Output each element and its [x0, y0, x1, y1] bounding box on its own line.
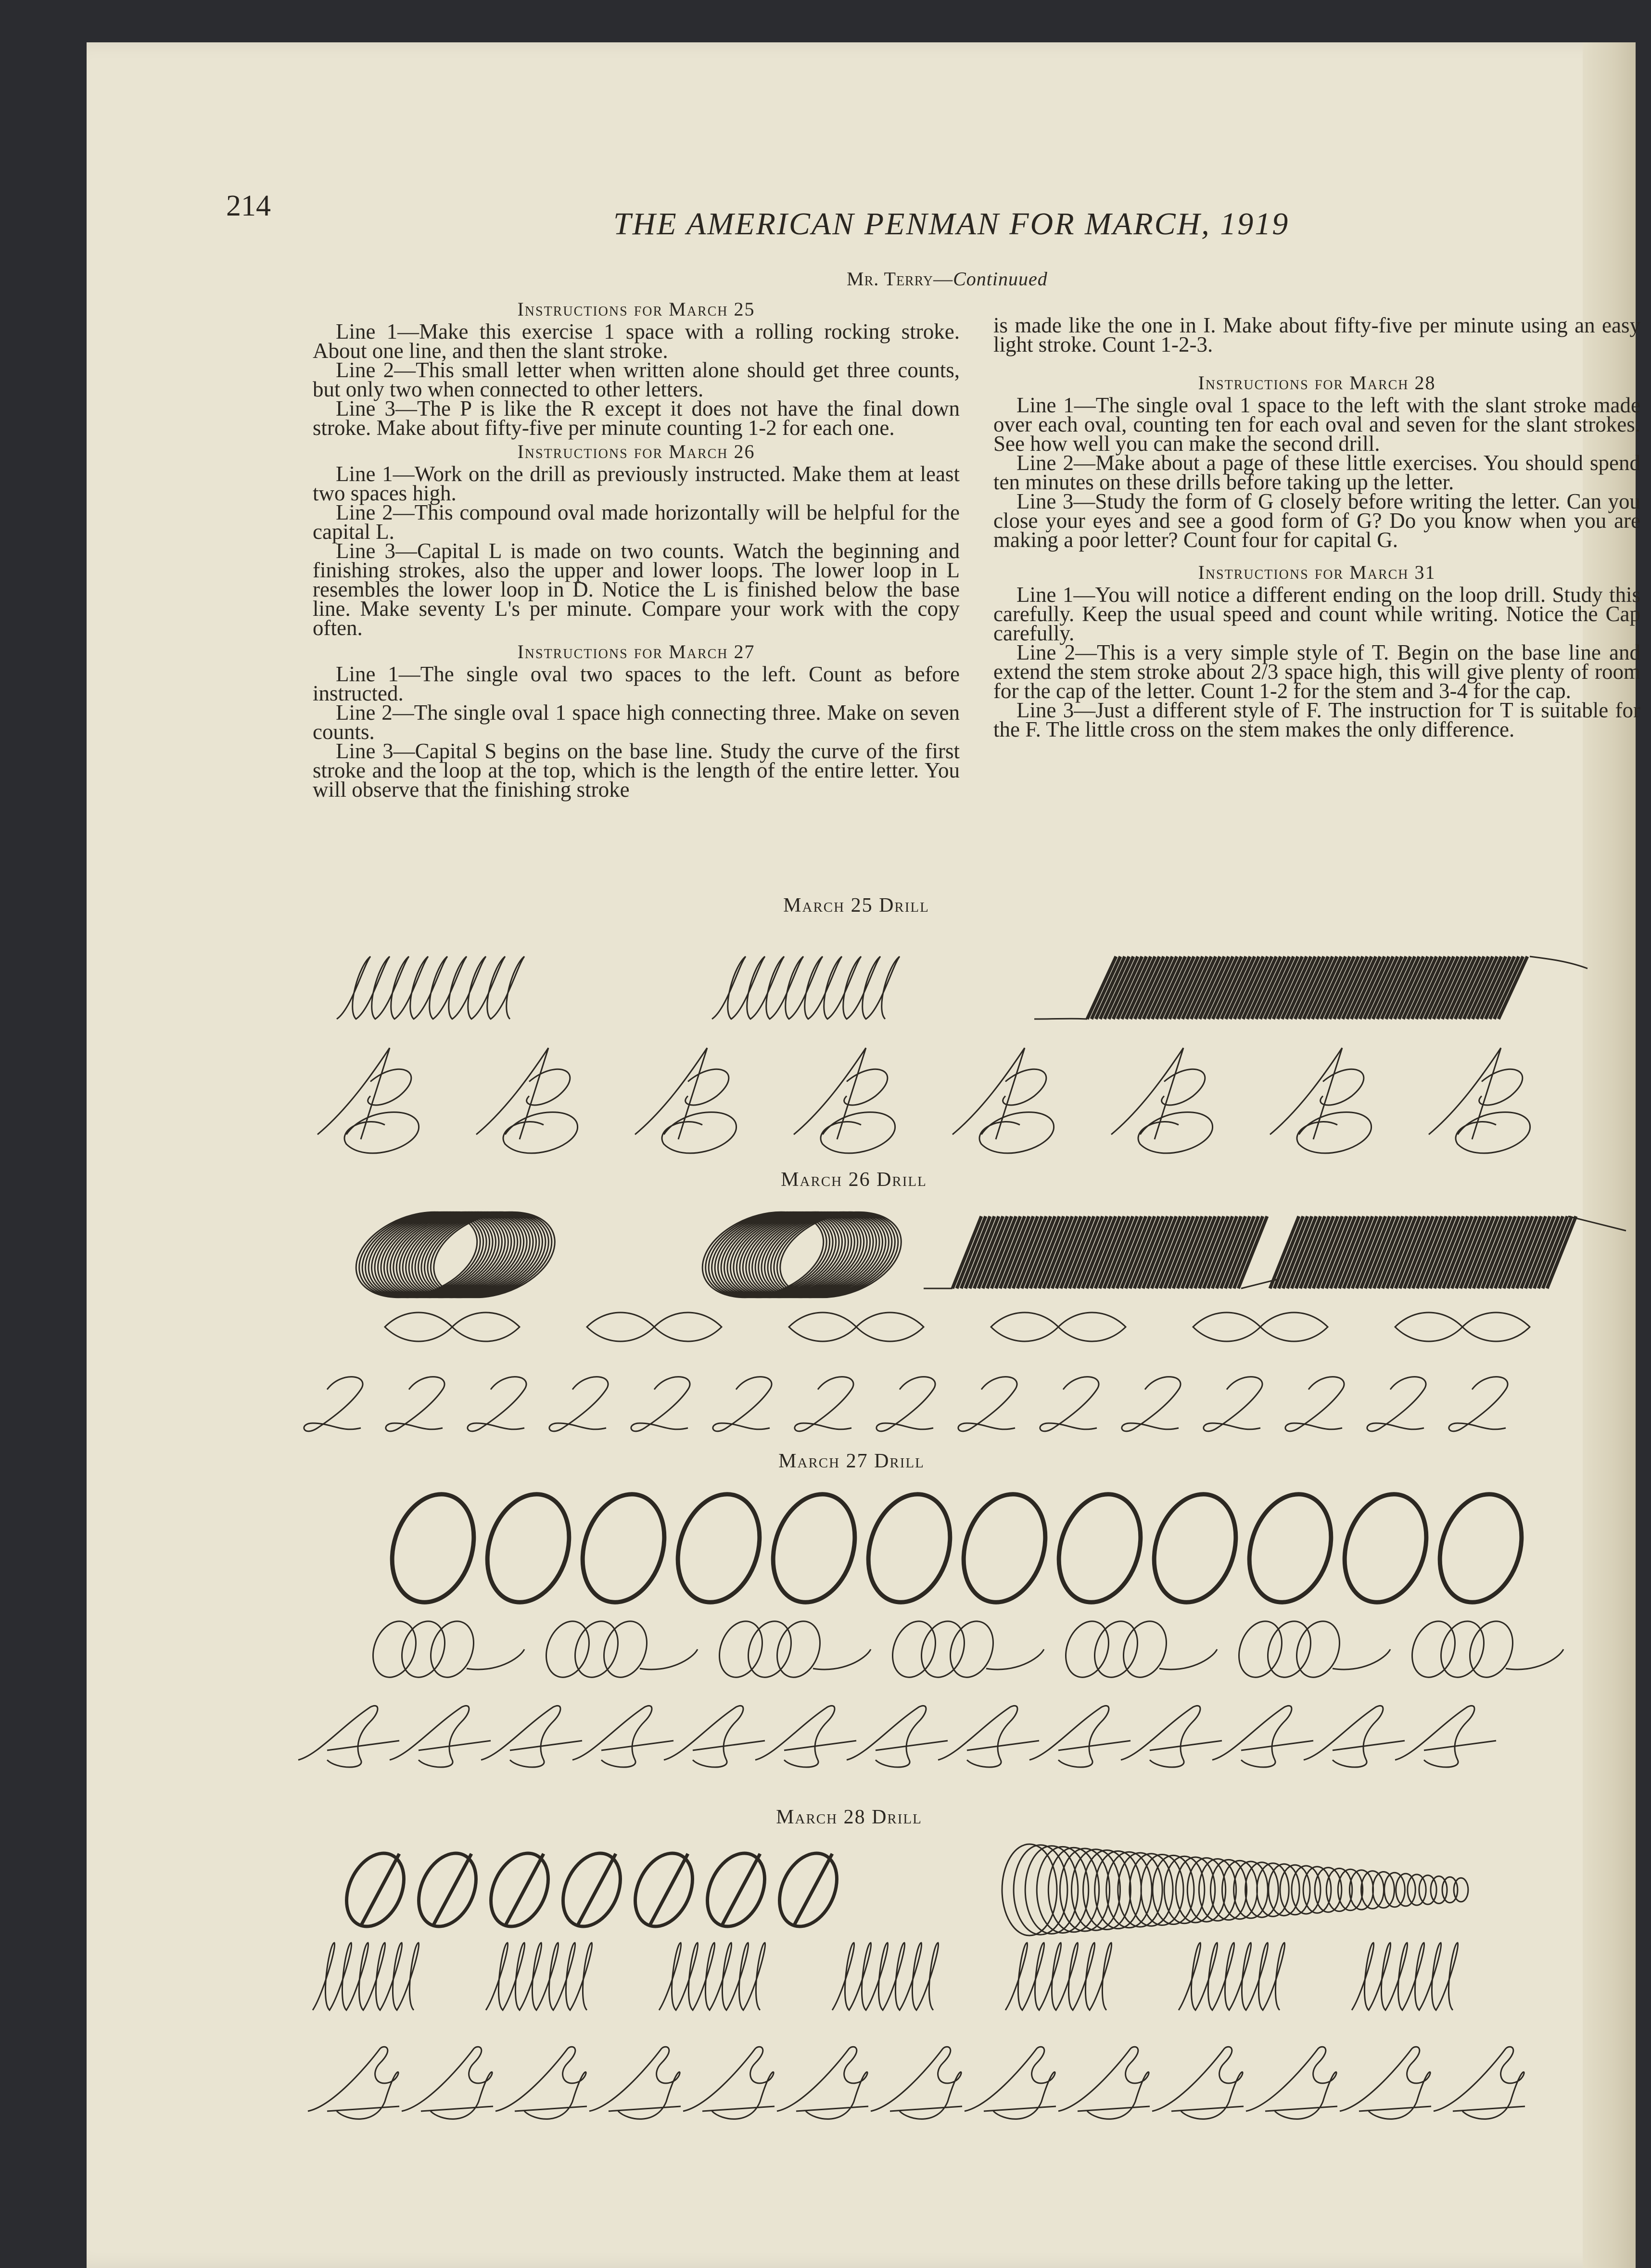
- capital-g: [589, 2047, 681, 2119]
- slant-stroke: [722, 1854, 760, 1926]
- connected-oval: [423, 1615, 481, 1683]
- oval-with-slant: [479, 1843, 561, 1937]
- connected-oval: [1462, 1615, 1520, 1683]
- capital-g: [777, 2047, 868, 2119]
- capital-l: [1449, 1377, 1508, 1431]
- capital-g: [1058, 2047, 1150, 2119]
- connected-oval: [914, 1615, 972, 1683]
- single-oval: [1142, 1484, 1249, 1612]
- capital-l: [1367, 1377, 1426, 1431]
- capital-g: [1340, 2047, 1431, 2119]
- letter-p-group: [318, 1048, 419, 1153]
- continued-label: Continuued: [953, 268, 1048, 290]
- connected-oval: [1289, 1615, 1347, 1683]
- capital-g: [1434, 2047, 1525, 2119]
- capital-l: [1204, 1377, 1262, 1431]
- letter-p-group: [1111, 1048, 1213, 1153]
- paragraph: Line 1—You will notice a different ending on the loop drill. Study this carefully. Keep the usual speed and count while writing. Notice the Cap carefully.: [993, 583, 1640, 645]
- single-oval: [1332, 1484, 1439, 1612]
- march-25-p-letter-drill: [318, 1038, 1592, 1163]
- capital-g: [402, 2047, 493, 2119]
- oval-with-slant: [767, 1843, 850, 1937]
- letter-p-group: [1270, 1048, 1372, 1153]
- slant-stroke: [794, 1854, 832, 1926]
- capital-s: [1121, 1706, 1222, 1767]
- letter-p-group: [1429, 1048, 1530, 1153]
- oval-with-slant: [334, 1843, 417, 1937]
- paragraph: Line 3—The P is like the R except it does not have the final down stroke. Make about fifty-five per minute counting 1-2 for each one.: [313, 396, 960, 440]
- connected-oval: [1058, 1615, 1116, 1683]
- single-oval: [1333, 1485, 1438, 1611]
- right-column: [993, 313, 1640, 741]
- section-heading: Instructions for March 27: [517, 641, 755, 663]
- connected-oval: [885, 1615, 943, 1683]
- slant-stroke-block: [1087, 956, 1527, 1019]
- section-heading: Instructions for March 28: [1198, 372, 1436, 394]
- slant-stroke: [433, 1854, 471, 1926]
- capital-g: [1246, 2047, 1337, 2119]
- capital-l: [1122, 1377, 1181, 1431]
- capital-s: [847, 1706, 948, 1767]
- capital-l: [876, 1377, 935, 1431]
- capital-s: [1212, 1706, 1313, 1767]
- capital-s: [390, 1706, 491, 1767]
- paragraph: Line 3—Just a different style of F. The instruction for T is suitable for the F. The little cross on the stem makes the only difference.: [993, 698, 1640, 741]
- paragraph: Line 3—Study the form of G closely before writing the letter. Can you close your eyes and see a good form of G? Do you know when you are making a poor letter? Count four for capital G.: [993, 489, 1640, 552]
- capital-s: [755, 1706, 856, 1767]
- paragraph: Line 2—This is a very simple style of T. Begin on the base line and extend the stem stroke about 2/3 space high, this will give plenty of room for the cap of the letter. Count 1-2 for the stem and 3-4 for the cap.: [993, 640, 1640, 703]
- connected-oval: [741, 1615, 799, 1683]
- push-pull-stroke: [337, 956, 524, 1019]
- paragraph: Line 3—Capital S begins on the base line. Study the curve of the first stroke and the loop at the top, which is the length of the entire letter. You will observe that the finishing stroke: [313, 739, 960, 802]
- connected-oval: [394, 1615, 452, 1683]
- oval-cluster: [356, 1212, 555, 1297]
- single-oval: [475, 1484, 582, 1612]
- author-name: Mr. Terry—: [847, 268, 953, 290]
- connected-oval: [568, 1615, 625, 1683]
- capital-s: [1029, 1706, 1130, 1767]
- capital-l: [958, 1377, 1017, 1431]
- drill-title-march-27: March 27 Drill: [778, 1450, 925, 1472]
- letter-p-group: [794, 1048, 895, 1153]
- connector-stroke: [467, 1649, 524, 1669]
- capital-g: [683, 2047, 775, 2119]
- slant-stroke: [649, 1854, 688, 1926]
- letter-p-group: [635, 1048, 737, 1153]
- drill-title-march-26: March 26 Drill: [781, 1169, 927, 1191]
- single-oval: [762, 1485, 866, 1611]
- left-column: [313, 295, 960, 802]
- connected-oval: [539, 1615, 597, 1683]
- capital-s: [481, 1706, 582, 1767]
- oval-with-slant: [551, 1843, 633, 1937]
- single-oval: [1428, 1485, 1533, 1611]
- single-oval: [1046, 1484, 1154, 1612]
- running-oval-drill: [1002, 1844, 1468, 1936]
- march-27-connected-oval-drill: [375, 1616, 1602, 1688]
- march-26-compound-oval-drill: [346, 1303, 1549, 1351]
- capital-l: [386, 1377, 444, 1431]
- single-oval: [476, 1485, 581, 1611]
- single-oval: [571, 1485, 676, 1611]
- single-oval: [380, 1484, 487, 1612]
- capital-l: [795, 1377, 853, 1431]
- loop-drill: [486, 1943, 592, 2010]
- capital-s: [572, 1706, 673, 1767]
- drill-title-march-28: March 28 Drill: [776, 1806, 922, 1828]
- march-26-capital-l-drill: [298, 1370, 1549, 1442]
- connected-oval: [366, 1615, 423, 1683]
- capital-s: [1395, 1706, 1496, 1767]
- connected-oval: [1087, 1615, 1145, 1683]
- single-oval: [1427, 1484, 1535, 1612]
- letter-p-group: [476, 1048, 578, 1153]
- compound-oval: [1193, 1312, 1328, 1341]
- section-heading: Instructions for March 25: [517, 298, 755, 320]
- loop-drill: [1179, 1943, 1285, 2010]
- single-oval: [1237, 1484, 1344, 1612]
- connected-oval: [597, 1615, 654, 1683]
- single-oval: [570, 1484, 677, 1612]
- single-oval: [857, 1485, 962, 1611]
- single-oval: [951, 1484, 1058, 1612]
- compound-oval: [789, 1312, 924, 1341]
- compound-oval: [991, 1312, 1126, 1341]
- march-28-capital-g-drill: [308, 2039, 1559, 2126]
- capital-g: [871, 2047, 962, 2119]
- connector-stroke: [1159, 1649, 1217, 1669]
- paragraph: Line 3—Capital L is made on two counts. Watch the beginning and finishing strokes, also the upper and lower loops. The lower loop in L resembles the lower loop in D. Notice the L is finished below the base line. Make seventy L's per minute. Compare your work with the copy often.: [313, 539, 960, 640]
- connected-oval: [1232, 1615, 1289, 1683]
- paragraph: Line 2—This compound oval made horizontally will be helpful for the capital L.: [313, 500, 960, 544]
- continued-line: [847, 268, 1048, 290]
- capital-l: [631, 1377, 690, 1431]
- letter-p-group: [952, 1048, 1054, 1153]
- oval-with-slant: [695, 1843, 777, 1937]
- single-oval: [856, 1484, 963, 1612]
- slant-stroke: [361, 1854, 399, 1926]
- single-oval: [665, 1484, 773, 1612]
- loop-drill: [659, 1943, 765, 2010]
- single-oval: [1238, 1485, 1343, 1611]
- loop-drill: [1005, 1943, 1112, 2010]
- single-oval: [1047, 1485, 1152, 1611]
- section-heading: Instructions for March 31: [1198, 561, 1436, 583]
- capital-g: [1152, 2047, 1244, 2119]
- oval-with-slant: [406, 1843, 489, 1937]
- loop-drill: [313, 1943, 419, 2010]
- connector-stroke: [1506, 1649, 1563, 1669]
- connector-stroke: [1333, 1649, 1390, 1669]
- connected-oval: [1260, 1615, 1318, 1683]
- connector-stroke: [813, 1649, 871, 1669]
- push-pull-stroke: [712, 956, 900, 1019]
- page-number: 214: [226, 190, 271, 222]
- capital-s: [938, 1706, 1039, 1767]
- capital-l: [549, 1377, 608, 1431]
- single-oval: [666, 1485, 771, 1611]
- capital-l: [304, 1377, 363, 1431]
- march-28-loop-drill: [313, 1933, 1563, 2020]
- capital-l: [1040, 1377, 1099, 1431]
- paragraph: is made like the one in I. Make about fifty-five per minute using an easy light stroke. Count 1-2-3.: [993, 313, 1640, 357]
- capital-g: [495, 2047, 587, 2119]
- capital-g: [965, 2047, 1056, 2119]
- connected-oval: [770, 1615, 827, 1683]
- connected-oval: [943, 1615, 1001, 1683]
- paragraph: Line 2—This small letter when written alone should get three counts, but only two when connected to other letters.: [313, 358, 960, 401]
- paragraph: Line 1—The single oval two spaces to the left. Count as before instructed.: [313, 662, 960, 705]
- slant-stroke-block: [1270, 1216, 1576, 1288]
- magazine-page: [87, 42, 1640, 2268]
- capital-s: [298, 1706, 399, 1767]
- slant-stroke: [577, 1854, 616, 1926]
- loop-drill: [1352, 1943, 1458, 2010]
- loop-drill: [832, 1943, 939, 2010]
- paragraph: Line 1—Make this exercise 1 space with a rolling rocking stroke. About one line, and then the slant stroke.: [313, 319, 960, 363]
- slant-stroke-block: [952, 1216, 1267, 1288]
- connector-stroke: [640, 1649, 698, 1669]
- march-26-oval-drill: [327, 1207, 1626, 1303]
- single-oval: [1143, 1485, 1247, 1611]
- connector-stroke: [986, 1649, 1044, 1669]
- capital-l: [713, 1377, 772, 1431]
- capital-s: [1304, 1706, 1405, 1767]
- oval-with-slant: [623, 1843, 705, 1937]
- running-head: THE AMERICAN PENMAN FOR MARCH, 1919: [613, 206, 1290, 242]
- paragraph: Line 2—The single oval 1 space high connecting three. Make on seven counts.: [313, 701, 960, 744]
- capital-s: [664, 1706, 765, 1767]
- capital-l: [468, 1377, 526, 1431]
- paragraph: Line 1—The single oval 1 space to the left with the slant stroke made over each oval, counting ten for each oval and seven for the slant strokes. See how well you can make the second drill.: [993, 393, 1640, 456]
- march-25-push-pull-drill: [337, 947, 1588, 1033]
- paragraph: Line 2—Make about a page of these little exercises. You should spend ten minutes on these drills before taking up the letter.: [993, 451, 1640, 494]
- single-oval: [761, 1484, 868, 1612]
- connected-oval: [1434, 1615, 1491, 1683]
- oval-cluster: [702, 1212, 901, 1297]
- single-oval: [381, 1485, 485, 1611]
- march-28-oval-slant-drill: [346, 1842, 1578, 1938]
- paragraph: Line 1—Work on the drill as previously instructed. Make them at least two spaces high.: [313, 462, 960, 505]
- compound-oval: [385, 1312, 520, 1341]
- connected-oval: [1116, 1615, 1174, 1683]
- compound-oval: [587, 1312, 722, 1341]
- capital-g: [308, 2047, 399, 2119]
- slant-stroke: [505, 1854, 544, 1926]
- capital-l: [1285, 1377, 1344, 1431]
- single-oval: [952, 1485, 1057, 1611]
- connected-oval: [1405, 1615, 1462, 1683]
- march-27-capital-s-drill: [298, 1697, 1549, 1774]
- compound-oval: [1395, 1312, 1530, 1341]
- section-heading: Instructions for March 26: [517, 441, 755, 462]
- connected-oval: [712, 1615, 770, 1683]
- drill-title-march-25: March 25 Drill: [783, 894, 929, 917]
- march-27-single-oval-drill: [385, 1491, 1539, 1606]
